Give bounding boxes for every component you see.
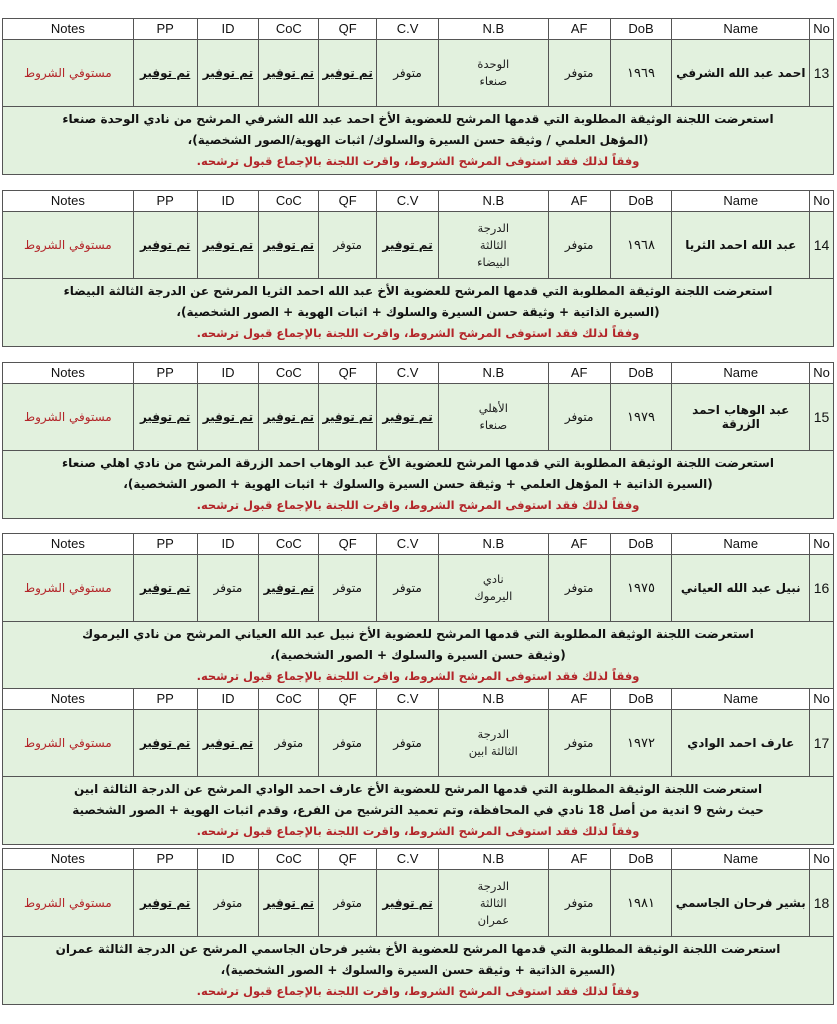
cell-name xyxy=(671,212,809,278)
cell-notes xyxy=(3,212,133,278)
pp-value: تم توفير xyxy=(139,581,191,595)
cell-dob xyxy=(610,40,672,106)
header-name: Name xyxy=(671,849,809,869)
name-value: عارف احمد الوادي xyxy=(687,736,795,750)
coc-value: تم توفير xyxy=(263,66,314,80)
header-dob: DoB xyxy=(610,849,672,869)
cell-dob xyxy=(610,212,672,278)
cell-no xyxy=(809,384,833,450)
pp-value: تم توفير xyxy=(139,238,191,252)
header-cv: C.V xyxy=(376,849,438,869)
header-dob: DoB xyxy=(610,689,672,709)
header-no: No xyxy=(809,689,833,709)
header-af: AF xyxy=(548,19,610,39)
header-qf: QF xyxy=(318,19,376,39)
cell-cv xyxy=(376,40,438,106)
header-cv: C.V xyxy=(376,191,438,211)
cell-af xyxy=(548,710,610,776)
header-pp: PP xyxy=(133,19,197,39)
id-value: متوفر xyxy=(213,896,243,910)
candidate-block xyxy=(2,362,834,519)
header-id: ID xyxy=(197,19,259,39)
candidate-block xyxy=(2,848,834,1005)
cv-value: تم توفير xyxy=(382,238,433,252)
cell-pp xyxy=(133,710,197,776)
cell-af xyxy=(548,870,610,936)
remarks-line-2: (المؤهل العلمي / وثيقة حسن السيرة والسلوك/ اثبات الهوية/الصور الشخصية)، xyxy=(187,133,649,147)
notes-value: مستوفي الشروط xyxy=(23,896,112,910)
header-nb: N.B xyxy=(438,689,548,709)
header-nb: N.B xyxy=(438,363,548,383)
table-row xyxy=(3,384,833,451)
nb-line: عمران xyxy=(477,912,510,927)
table-row xyxy=(3,40,833,107)
cell-cv xyxy=(376,384,438,450)
name-value: احمد عبد الله الشرفي xyxy=(676,66,806,80)
candidate-block xyxy=(2,688,834,845)
name-value: عبد الله احمد الثريا xyxy=(685,238,797,252)
qf-value: متوفر xyxy=(333,736,362,750)
cell-dob xyxy=(610,870,672,936)
name-value: بشير فرحان الجاسمي xyxy=(675,896,806,910)
notes-value: مستوفي الشروط xyxy=(23,736,112,750)
header-nb: N.B xyxy=(438,191,548,211)
remarks-line-1: استعرضت اللجنة الوثيقة المطلوبة التي قدمها المرشح للعضوية الأخ عبد الله احمد الثريا المرشح عن الدرجة الثالثة البيضاء xyxy=(63,284,773,298)
nb-line: صنعاء xyxy=(479,418,508,432)
header-qf: QF xyxy=(318,363,376,383)
header-no: No xyxy=(809,19,833,39)
qf-value: تم توفير xyxy=(322,410,373,424)
qf-value: تم توفير xyxy=(322,66,373,80)
notes-value: مستوفي الشروط xyxy=(23,410,112,424)
cell-pp xyxy=(133,40,197,106)
remarks-line-1: استعرضت اللجنة الوثيقة المطلوبة التي قدمها المرشح للعضوية الأخ بشير فرحان الجاسمي المرشح عن الدرجة الثالثة عمران xyxy=(55,942,781,956)
header-name: Name xyxy=(671,363,809,383)
cell-coc xyxy=(258,555,318,621)
cell-qf xyxy=(318,384,376,450)
header-id: ID xyxy=(197,363,259,383)
table-row xyxy=(3,710,833,777)
nb-value xyxy=(474,571,512,605)
header-dob: DoB xyxy=(610,191,672,211)
cv-value: متوفر xyxy=(393,66,422,80)
nb-line: نادي xyxy=(482,572,504,586)
cv-value: متوفر xyxy=(393,581,422,595)
header-cv: C.V xyxy=(376,689,438,709)
nb-value xyxy=(469,726,518,760)
candidate-block xyxy=(2,533,834,690)
nb-line: البيضاء xyxy=(477,254,510,269)
af-value: متوفر xyxy=(564,896,594,910)
committee-remarks xyxy=(3,777,833,844)
cv-value: متوفر xyxy=(393,736,422,750)
no-value: 16 xyxy=(813,580,830,596)
committee-remarks xyxy=(3,937,833,1004)
header-af: AF xyxy=(548,689,610,709)
nb-line: الوحدة xyxy=(477,57,510,71)
header-dob: DoB xyxy=(610,19,672,39)
remarks-line-1: استعرضت اللجنة الوثيقة المطلوبة التي قدمها المرشح للعضوية الأخ احمد عبد الله الشرفي المرشح من نادي الوحدة صنعاء xyxy=(62,112,774,126)
header-notes: Notes xyxy=(50,691,85,706)
cell-name xyxy=(671,384,809,450)
cell-no xyxy=(809,212,833,278)
cell-name xyxy=(671,710,809,776)
dob-value: ١٩٨١ xyxy=(627,895,655,911)
cell-notes xyxy=(3,40,133,106)
header-id: ID xyxy=(197,191,259,211)
cell-nb xyxy=(438,555,548,621)
cell-af xyxy=(548,212,610,278)
notes-value: مستوفي الشروط xyxy=(23,66,112,80)
cell-coc xyxy=(258,870,318,936)
header-id: ID xyxy=(197,534,259,554)
remarks-line-2: (السيرة الذاتية + المؤهل العلمي + وثيقة حسن السيرة والسلوك + اثبات الهوية + الصور الشخصية)، xyxy=(123,477,713,491)
table-row xyxy=(3,870,833,937)
cv-value: تم توفير xyxy=(382,896,433,910)
cell-pp xyxy=(133,384,197,450)
cell-qf xyxy=(318,710,376,776)
header-notes: Notes xyxy=(50,536,85,551)
no-value: 13 xyxy=(813,65,830,81)
table-header xyxy=(3,849,833,870)
header-coc: CoC xyxy=(258,849,318,869)
nb-line: الثالثة xyxy=(479,237,507,252)
header-no: No xyxy=(809,849,833,869)
remarks-line-1: استعرضت اللجنة الوثيقة المطلوبة التي قدمها المرشح للعضوية الأخ نبيل عبد الله العياني المرشح من نادي اليرموك xyxy=(82,627,754,641)
header-dob: DoB xyxy=(610,363,672,383)
nb-value xyxy=(477,56,509,90)
cell-coc xyxy=(258,710,318,776)
header-no: No xyxy=(809,534,833,554)
header-id: ID xyxy=(197,849,259,869)
no-value: 14 xyxy=(813,237,830,253)
header-cv: C.V xyxy=(376,534,438,554)
cell-cv xyxy=(376,710,438,776)
header-af: AF xyxy=(548,534,610,554)
cell-notes xyxy=(3,870,133,936)
header-name: Name xyxy=(671,689,809,709)
header-qf: QF xyxy=(318,689,376,709)
cell-nb xyxy=(438,40,548,106)
qf-value: متوفر xyxy=(333,581,362,595)
table-header xyxy=(3,534,833,555)
cell-no xyxy=(809,710,833,776)
cell-no xyxy=(809,870,833,936)
id-value: تم توفير xyxy=(202,736,254,750)
notes-value: مستوفي الشروط xyxy=(23,581,112,595)
cell-id xyxy=(197,384,259,450)
committee-remarks xyxy=(3,622,833,689)
id-value: متوفر xyxy=(213,581,243,595)
nb-value xyxy=(479,400,508,434)
header-pp: PP xyxy=(133,849,197,869)
cell-name xyxy=(671,555,809,621)
cell-id xyxy=(197,40,259,106)
header-notes: Notes xyxy=(50,365,85,380)
no-value: 17 xyxy=(813,735,830,751)
cell-id xyxy=(197,710,259,776)
header-af: AF xyxy=(548,849,610,869)
committee-remarks xyxy=(3,451,833,518)
remarks-verdict: وفقاً لذلك فقد استوفى المرشح الشروط، واقرت اللجنة بالإجماع قبول ترشحه. xyxy=(196,984,640,998)
nb-value xyxy=(477,220,510,271)
coc-value: تم توفير xyxy=(263,238,314,252)
nb-line: الثالثة xyxy=(479,895,507,910)
nb-line: الثالثة ابين xyxy=(468,744,518,758)
header-pp: PP xyxy=(133,534,197,554)
cell-id xyxy=(197,870,259,936)
qf-value: متوفر xyxy=(333,238,362,252)
header-pp: PP xyxy=(133,363,197,383)
header-qf: QF xyxy=(318,191,376,211)
header-nb: N.B xyxy=(438,534,548,554)
dob-value: ١٩٧٢ xyxy=(627,735,655,751)
cell-af xyxy=(548,40,610,106)
cell-qf xyxy=(318,555,376,621)
candidate-block xyxy=(2,18,834,175)
remarks-verdict: وفقاً لذلك فقد استوفى المرشح الشروط، واقرت اللجنة بالإجماع قبول ترشحه. xyxy=(196,669,640,683)
pp-value: تم توفير xyxy=(139,736,191,750)
id-value: تم توفير xyxy=(202,238,254,252)
id-value: تم توفير xyxy=(202,410,254,424)
cell-coc xyxy=(258,212,318,278)
af-value: متوفر xyxy=(564,238,594,252)
remarks-line-1: استعرضت اللجنة الوثيقة المطلوبة التي قدمها المرشح للعضوية الأخ عارف احمد الوادي المرشح عن الدرجة الثالثة ابين xyxy=(73,782,763,796)
dob-value: ١٩٧٥ xyxy=(627,580,655,596)
candidate-block xyxy=(2,190,834,347)
cell-cv xyxy=(376,870,438,936)
nb-value xyxy=(478,878,510,929)
table-row xyxy=(3,555,833,622)
header-notes: Notes xyxy=(50,21,85,36)
header-coc: CoC xyxy=(258,689,318,709)
header-qf: QF xyxy=(318,849,376,869)
af-value: متوفر xyxy=(564,736,594,750)
header-no: No xyxy=(809,363,833,383)
remarks-verdict: وفقاً لذلك فقد استوفى المرشح الشروط، واقرت اللجنة بالإجماع قبول ترشحه. xyxy=(196,498,640,512)
cell-pp xyxy=(133,555,197,621)
remarks-line-2: (السيرة الذاتية + وثيقة حسن السيرة والسلوك + اثبات الهوية + الصور الشخصية)، xyxy=(176,305,660,319)
cell-cv xyxy=(376,555,438,621)
cv-value: تم توفير xyxy=(382,410,433,424)
cell-name xyxy=(671,870,809,936)
coc-value: تم توفير xyxy=(263,410,314,424)
cell-cv xyxy=(376,212,438,278)
name-value: نبيل عبد الله العياني xyxy=(680,581,801,595)
cell-coc xyxy=(258,384,318,450)
coc-value: متوفر xyxy=(274,736,304,750)
header-coc: CoC xyxy=(258,534,318,554)
cell-af xyxy=(548,384,610,450)
table-header xyxy=(3,689,833,710)
remarks-line-2: (وثيقة حسن السيرة والسلوك + الصور الشخصية)، xyxy=(270,648,566,662)
dob-value: ١٩٦٩ xyxy=(627,65,655,81)
nb-line: الدرجة xyxy=(477,727,510,741)
cell-no xyxy=(809,40,833,106)
coc-value: تم توفير xyxy=(263,896,314,910)
header-coc: CoC xyxy=(258,363,318,383)
nb-line: الدرجة xyxy=(477,220,510,235)
cell-qf xyxy=(318,212,376,278)
remarks-line-2: (السيرة الذاتية + وثيقة حسن السيرة والسلوك + الصور الشخصية)، xyxy=(220,963,616,977)
nb-line: صنعاء xyxy=(479,74,508,88)
header-pp: PP xyxy=(133,689,197,709)
header-af: AF xyxy=(548,363,610,383)
header-notes: Notes xyxy=(50,851,85,866)
cell-qf xyxy=(318,40,376,106)
header-qf: QF xyxy=(318,534,376,554)
header-name: Name xyxy=(671,19,809,39)
qf-value: متوفر xyxy=(333,896,362,910)
dob-value: ١٩٦٨ xyxy=(627,237,655,253)
cell-nb xyxy=(438,212,548,278)
cell-id xyxy=(197,555,259,621)
cell-id xyxy=(197,212,259,278)
header-nb: N.B xyxy=(438,19,548,39)
cell-pp xyxy=(133,212,197,278)
remarks-line-1: استعرضت اللجنة الوثيقة المطلوبة التي قدمها المرشح للعضوية الأخ عبد الوهاب احمد الزرقة المرشح من نادي اهلي صنعاء xyxy=(62,456,774,470)
header-coc: CoC xyxy=(258,19,318,39)
cell-notes xyxy=(3,384,133,450)
no-value: 15 xyxy=(813,409,830,425)
header-af: AF xyxy=(548,191,610,211)
table-header xyxy=(3,363,833,384)
remarks-verdict: وفقاً لذلك فقد استوفى المرشح الشروط، واقرت اللجنة بالإجماع قبول ترشحه. xyxy=(196,154,640,168)
cell-qf xyxy=(318,870,376,936)
cell-pp xyxy=(133,870,197,936)
notes-value: مستوفي الشروط xyxy=(23,238,112,252)
af-value: متوفر xyxy=(564,581,594,595)
remarks-verdict: وفقاً لذلك فقد استوفى المرشح الشروط، واقرت اللجنة بالإجماع قبول ترشحه. xyxy=(196,326,640,340)
pp-value: تم توفير xyxy=(139,896,191,910)
af-value: متوفر xyxy=(564,66,594,80)
cell-dob xyxy=(610,710,672,776)
header-dob: DoB xyxy=(610,534,672,554)
pp-value: تم توفير xyxy=(139,410,191,424)
cell-notes xyxy=(3,555,133,621)
nb-line: اليرموك xyxy=(474,589,513,603)
dob-value: ١٩٧٩ xyxy=(627,409,655,425)
header-name: Name xyxy=(671,191,809,211)
header-coc: CoC xyxy=(258,191,318,211)
header-pp: PP xyxy=(133,191,197,211)
header-no: No xyxy=(809,191,833,211)
nb-line: الأهلي xyxy=(478,401,508,415)
cell-nb xyxy=(438,870,548,936)
cell-nb xyxy=(438,384,548,450)
header-cv: C.V xyxy=(376,19,438,39)
cell-no xyxy=(809,555,833,621)
cell-nb xyxy=(438,710,548,776)
cell-af xyxy=(548,555,610,621)
cell-dob xyxy=(610,555,672,621)
table-header xyxy=(3,191,833,212)
table-row xyxy=(3,212,833,279)
header-cv: C.V xyxy=(376,363,438,383)
remarks-line-2: حيث رشح 9 اندية من أصل 18 نادي في المحافظة، وتم تعميد الترشيح من الفرع، وقدم اثبات الهوية + الصور الشخصية xyxy=(72,803,764,817)
header-id: ID xyxy=(197,689,259,709)
cell-coc xyxy=(258,40,318,106)
header-nb: N.B xyxy=(438,849,548,869)
coc-value: تم توفير xyxy=(263,581,314,595)
remarks-verdict: وفقاً لذلك فقد استوفى المرشح الشروط، واقرت اللجنة بالإجماع قبول ترشحه. xyxy=(196,824,640,838)
committee-remarks xyxy=(3,279,833,346)
table-header xyxy=(3,19,833,40)
cell-dob xyxy=(610,384,672,450)
committee-remarks xyxy=(3,107,833,174)
id-value: تم توفير xyxy=(202,66,254,80)
cell-notes xyxy=(3,710,133,776)
af-value: متوفر xyxy=(564,410,594,424)
nb-line: الدرجة xyxy=(477,878,510,893)
header-notes: Notes xyxy=(50,193,85,208)
no-value: 18 xyxy=(813,895,830,911)
cell-name xyxy=(671,40,809,106)
name-value: عبد الوهاب احمد الزرقة xyxy=(692,403,790,431)
pp-value: تم توفير xyxy=(139,66,191,80)
header-name: Name xyxy=(671,534,809,554)
